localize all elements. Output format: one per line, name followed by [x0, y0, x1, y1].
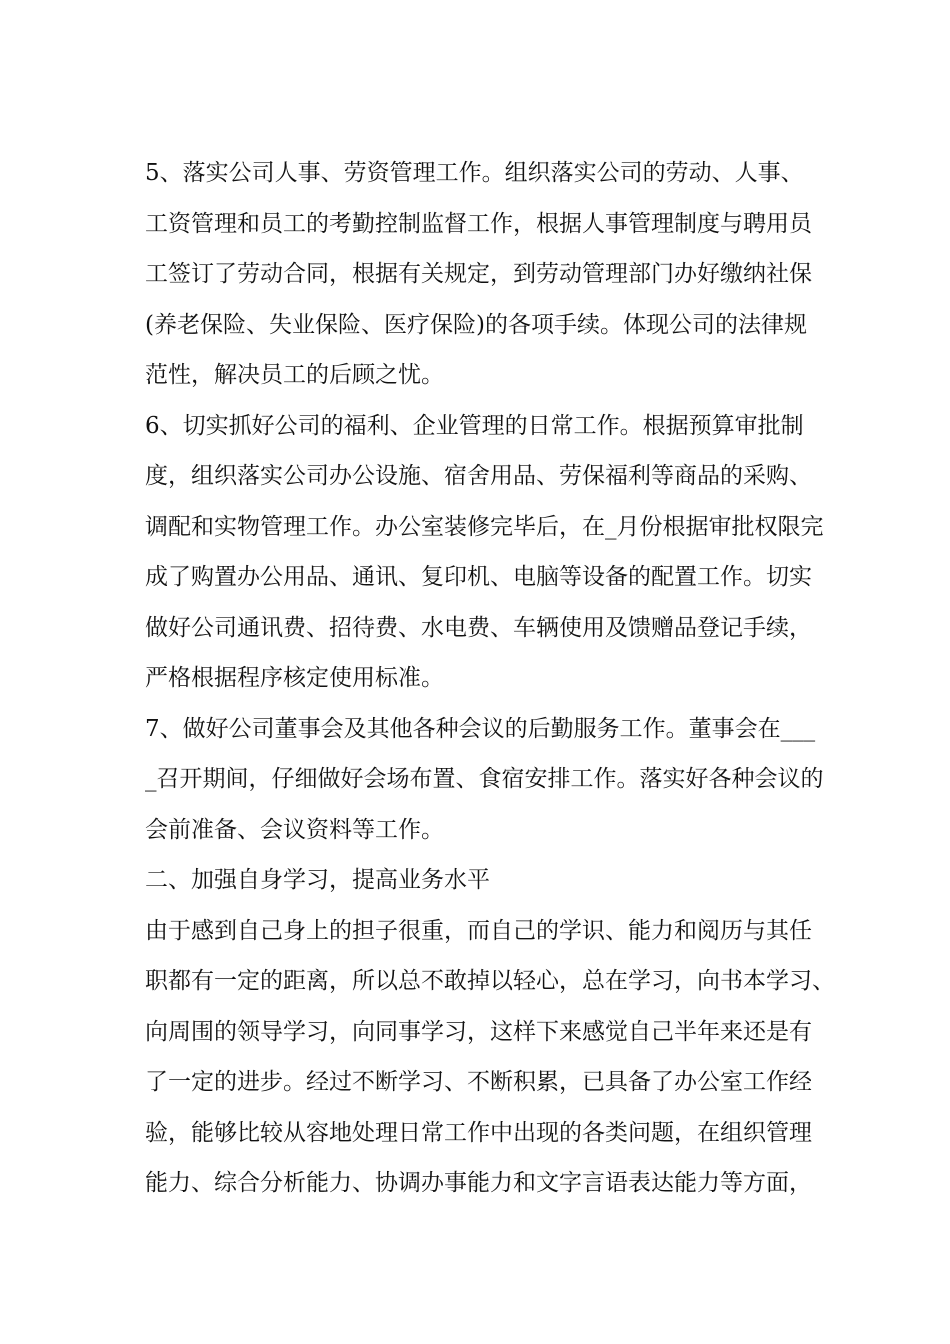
document-body — [145, 148, 835, 1209]
text-line: 工资管理和员工的考勤控制监督工作，根据人事管理制度与聘用员 — [145, 210, 812, 237]
text-line: 范性，解决员工的后顾之忧。 — [145, 362, 444, 388]
text-line: 成了购置办公用品、通讯、复印机、电脑等设备的配置工作。切实 — [145, 564, 812, 590]
text-line: 职都有一定的距离，所以总不敢掉以轻心，总在学习，向书本学习、 — [145, 968, 835, 994]
text-line: 度，组织落实公司办公设施、宿舍用品、劳保福利等商品的采购、 — [145, 463, 812, 489]
text-line: 由于感到自己身上的担子很重，而自己的学识、能力和阅历与其任 — [145, 917, 812, 944]
text-line: 调配和实物管理工作。办公室装修完毕后，在_月份根据审批权限完 — [145, 513, 824, 540]
text-line: 会前准备、会议资料等工作。 — [145, 816, 444, 843]
text-line: 7、做好公司董事会及其他各种会议的后勤服务工作。董事会在___ — [145, 715, 816, 742]
text-line: 做好公司通讯费、招待费、水电费、车辆使用及馈赠品登记手续， — [145, 614, 812, 641]
text-line: (养老保险、失业保险、医疗保险)的各项手续。体现公司的法律规 — [145, 311, 807, 338]
text-line: 了一定的进步。经过不断学习、不断积累，已具备了办公室工作经 — [145, 1069, 812, 1095]
text-line: _召开期间，仔细做好会场布置、食宿安排工作。落实好各种会议的 — [145, 766, 824, 792]
text-line: 5、落实公司人事、劳资管理工作。组织落实公司的劳动、人事、 — [145, 160, 804, 186]
text-line: 工签订了劳动合同，根据有关规定，到劳动管理部门办好缴纳社保 — [145, 261, 812, 287]
text-line: 能力、综合分析能力、协调办事能力和文字言语表达能力等方面， — [145, 1170, 812, 1196]
text-line: 向周围的领导学习，向同事学习，这样下来感觉自己半年来还是有 — [145, 1018, 812, 1045]
text-line: 验，能够比较从容地处理日常工作中出现的各类问题，在组织管理 — [145, 1119, 812, 1146]
text-line: 6、切实抓好公司的福利、企业管理的日常工作。根据预算审批制 — [145, 412, 804, 439]
text-line: 严格根据程序核定使用标准。 — [145, 665, 444, 691]
section-heading: 二、加强自身学习，提高业务水平 — [145, 867, 490, 893]
